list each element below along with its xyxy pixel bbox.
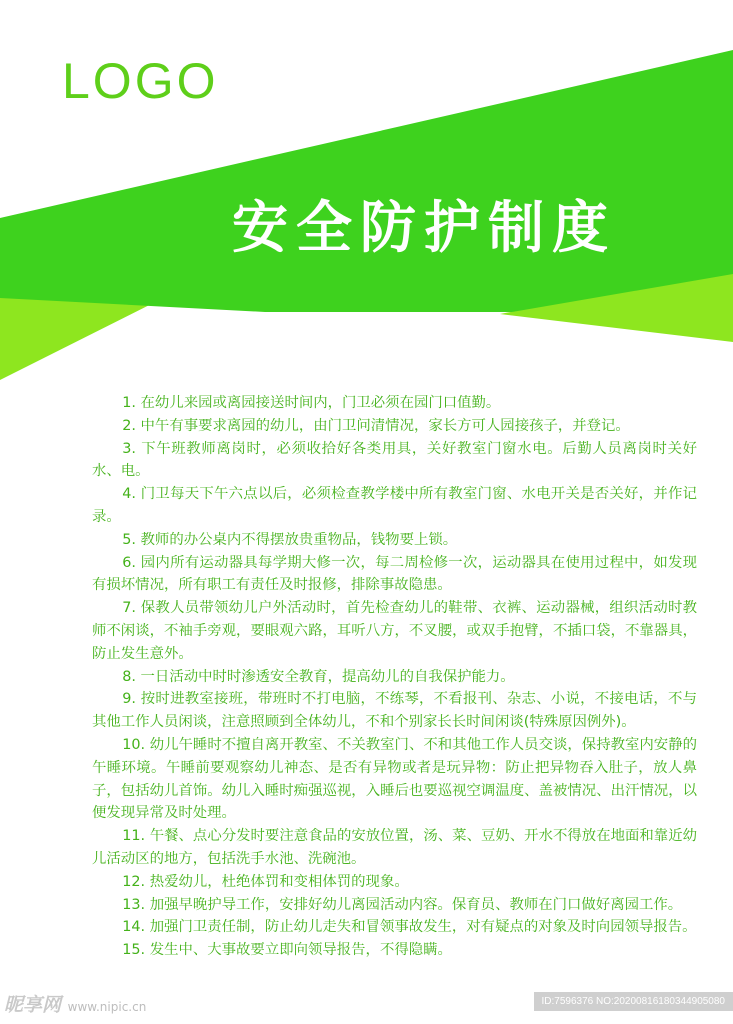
logo-text: LOGO xyxy=(62,53,219,109)
watermark-brand xyxy=(4,990,146,1017)
rule-item: 6. 园内所有运动器具每学期大修一次，每二周检修一次，运动器具在使用过程中，如发现有损坏情况，所有职工有责任及时报修，排除事故隐患。 xyxy=(92,554,697,594)
rule-item: 12. 热爱幼儿，杜绝体罚和变相体罚的现象。 xyxy=(122,873,409,890)
rule-item: 10. 幼儿午睡时不擅自离开教室、不关教室门、不和其他工作人员交谈，保持教室内安静的午睡环境。午睡前要观察幼儿神态、是否有异物或者是玩异物：防止把异物吞入肚子，放人鼻子，包括幼儿首饰。幼儿入睡时痴强巡视，入睡后也要巡视空调温度、盖被情况、出汗情况，以便发现异常及时处理。 xyxy=(92,736,697,822)
rule-item: 3. 下午班教师离岗时，必须收拾好各类用具，关好教室门窗水电。后勤人员离岗时关好水、电。 xyxy=(92,440,697,480)
rule-item: 4. 门卫每天下午六点以后，必须检查教学楼中所有教室门窗、水电开关是否关好，并作记录。 xyxy=(92,486,697,525)
rule-item: 11. 午餐、点心分发时要注意食品的安放位置，汤、菜、豆奶、开水不得放在地面和靠近幼儿活动区的地方，包括洗手水池、洗碗池。 xyxy=(92,828,697,867)
rule-item: 14. 加强门卫责任制，防止幼儿走失和冒领事故发生，对有疑点的对象及时向园领导报告。 xyxy=(122,919,697,936)
rule-item: 5. 教师的办公桌内不得摆放贵重物品，钱物要上锁。 xyxy=(122,531,458,548)
watermark-brand-text: 昵享网 xyxy=(4,994,62,1016)
rule-item: 8. 一日活动中时时渗透安全教育，提高幼儿的自我保护能力。 xyxy=(122,668,515,685)
rule-item: 13. 加强早晚护导工作，安排好幼儿离园活动内容。保育员、教师在门口做好离园工作。 xyxy=(122,896,683,913)
rules-list xyxy=(92,392,697,962)
rule-item: 9. 按时进教室接班，带班时不打电脑，不练琴，不看报刊、杂志、小说，不接电话，不与其他工作人员闲谈，注意照顾到全体幼儿，不和个别家长长时间闲谈(特殊原因例外)。 xyxy=(92,691,697,731)
rule-item: 15. 发生中、大事故要立即向领导报告，不得隐瞒。 xyxy=(122,942,452,959)
watermark-url: www.nipic.cn xyxy=(67,1000,147,1014)
watermark-id: ID:7596376 NO:20200816180344905080 xyxy=(534,992,733,1011)
rule-item: 2. 中午有事要求离园的幼儿，由门卫问清情况，家长方可人园接孩子，并登记。 xyxy=(122,417,630,434)
rule-item: 1. 在幼儿来园或离园接送时间内，门卫必须在园门口值勤。 xyxy=(122,395,501,411)
rule-item: 7. 保教人员带领幼儿户外活动时，首先检查幼儿的鞋带、衣裤、运动器械，组织活动时教师不闲谈，不袖手旁观，要眼观六路，耳听八方，不叉腰，或双手抱臂，不插口袋，不靠器具，防止发生意外。 xyxy=(92,600,697,662)
page-title: 安全防护制度 xyxy=(232,196,616,261)
